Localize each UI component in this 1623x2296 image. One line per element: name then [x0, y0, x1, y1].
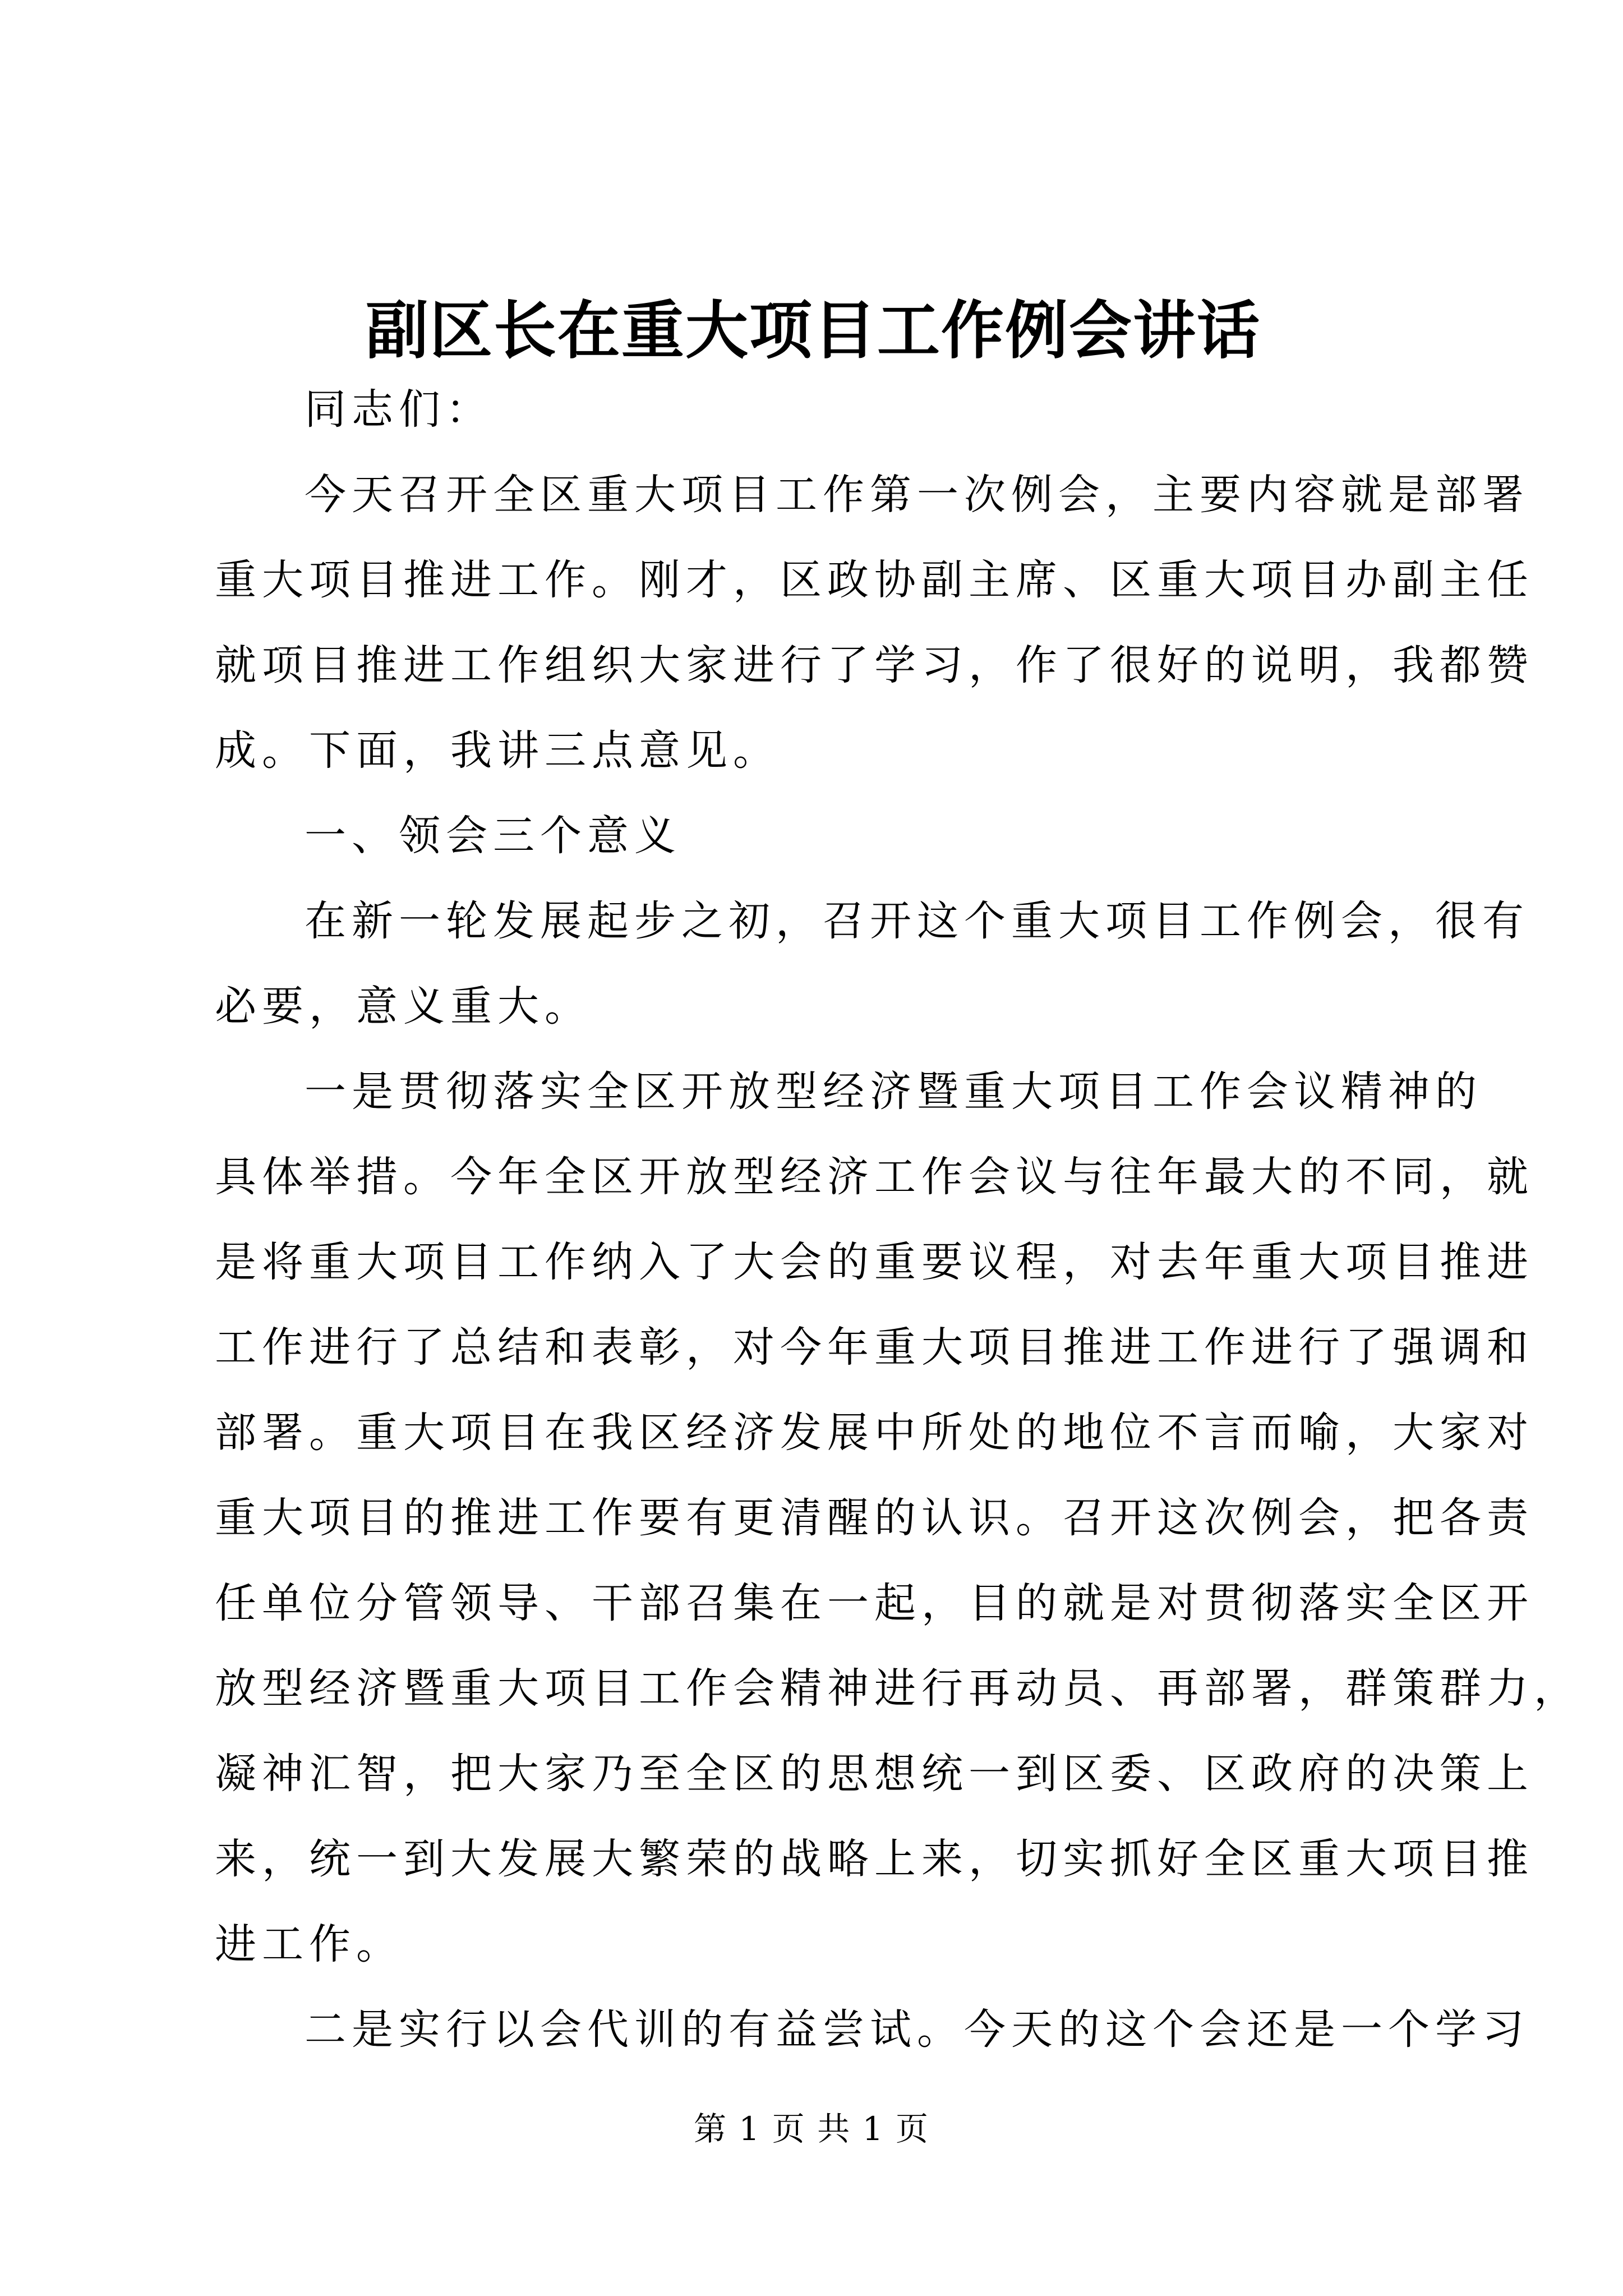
body-text-line: 重大项目推进工作。刚才，区政协副主席、区重大项目办副主任: [215, 556, 1534, 604]
body-text-line: 工作进行了总结和表彰，对今年重大项目推进工作进行了强调和: [215, 1323, 1534, 1372]
body-text-line: 必要，意义重大。: [215, 982, 592, 1030]
page-footer: 第 1 页 共 1 页: [694, 2110, 929, 2148]
body-text-line: 成。下面，我讲三点意见。: [215, 726, 780, 775]
body-text-line: 部署。重大项目在我区经济发展中所处的地位不言而喻，大家对: [215, 1409, 1534, 1457]
body-text-line: 任单位分管领导、干部召集在一起，目的就是对贯彻落实全区开: [215, 1579, 1534, 1627]
body-text-line: 重大项目的推进工作要有更清醒的认识。召开这次例会，把各责: [215, 1494, 1534, 1542]
body-text-line: 是将重大项目工作纳入了大会的重要议程，对去年重大项目推进: [215, 1238, 1534, 1286]
body-text-line: 在新一轮发展起步之初，召开这个重大项目工作例会，很有: [305, 897, 1529, 945]
document-body: [215, 367, 1581, 2072]
body-text-line: 一、领会三个意义: [305, 812, 681, 860]
body-text-line: 凝神汇智，把大家乃至全区的思想统一到区委、区政府的决策上: [215, 1750, 1534, 1798]
body-text-line: 一是贯彻落实全区开放型经济暨重大项目工作会议精神的: [305, 1068, 1482, 1116]
body-text-line: 进工作。: [215, 1920, 403, 1968]
body-text-line: 今天召开全区重大项目工作第一次例会，主要内容就是部署: [305, 471, 1529, 519]
body-text-line: 同志们：: [305, 385, 493, 434]
body-text-line: 二是实行以会代训的有益尝试。今天的这个会还是一个学习: [305, 2005, 1529, 2054]
document-title: 副区长在重大项目工作例会讲话: [366, 294, 1261, 367]
body-text-line: 具体举措。今年全区开放型经济工作会议与往年最大的不同，就: [215, 1153, 1534, 1201]
body-text-line: 放型经济暨重大项目工作会精神进行再动员、再部署，群策群力，: [215, 1664, 1581, 1713]
body-text-line: 来，统一到大发展大繁荣的战略上来，切实抓好全区重大项目推: [215, 1835, 1534, 1883]
body-text-line: 就项目推进工作组织大家进行了学习，作了很好的说明，我都赞: [215, 641, 1534, 689]
